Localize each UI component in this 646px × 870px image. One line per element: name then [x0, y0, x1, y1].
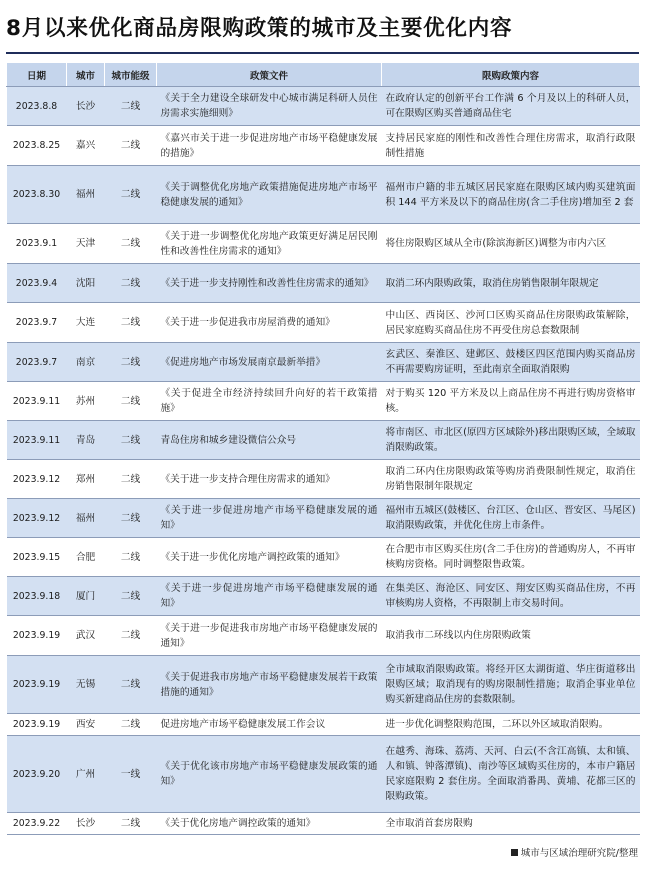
table-header-row — [7, 63, 640, 87]
cell-tier: 二线 — [105, 382, 157, 421]
cell-tier: 一线 — [105, 736, 157, 813]
table-row — [7, 264, 640, 303]
cell-city: 广州 — [67, 736, 105, 813]
cell-date: 2023.9.18 — [7, 577, 67, 616]
cell-policy-doc: 《关于优化该市房地产市场平稳健康发展政策的通知》 — [157, 736, 382, 813]
cell-policy-doc: 《关于进一步优化房地产调控政策的通知》 — [157, 538, 382, 577]
cell-city: 厦门 — [67, 577, 105, 616]
cell-policy-doc: 《关于进一步促进我市房屋消费的通知》 — [157, 303, 382, 343]
header-policy-content: 限购政策内容 — [382, 63, 640, 87]
page-title: 8月以来优化商品房限购政策的城市及主要优化内容 — [6, 16, 513, 41]
cell-policy-content: 取消我市二环线以内住房限购政策 — [382, 616, 640, 656]
cell-policy-doc: 《关于进一步促进房地产市场平稳健康发展的通知》 — [157, 499, 382, 538]
cell-tier: 二线 — [105, 499, 157, 538]
square-bullet-icon — [511, 849, 518, 856]
cell-policy-doc: 《嘉兴市关于进一步促进房地产市场平稳健康发展的措施》 — [157, 126, 382, 166]
cell-city: 苏州 — [67, 382, 105, 421]
cell-policy-content: 在政府认定的创新平台工作满 6 个月及以上的科研人员，可在限购区购买普通商品住宅 — [382, 87, 640, 126]
cell-policy-content: 将住房限购区域从全市(除滨海新区)调整为市内六区 — [382, 224, 640, 264]
cell-tier: 二线 — [105, 577, 157, 616]
cell-policy-content: 取消二环内限购政策，取消住房销售限制年限规定 — [382, 264, 640, 303]
header-policy-doc: 政策文件 — [157, 63, 382, 87]
table-row — [7, 616, 640, 656]
cell-date: 2023.9.11 — [7, 382, 67, 421]
table-row — [7, 499, 640, 538]
cell-date: 2023.9.12 — [7, 460, 67, 499]
cell-tier: 二线 — [105, 714, 157, 736]
cell-date: 2023.9.20 — [7, 736, 67, 813]
cell-tier: 二线 — [105, 656, 157, 714]
cell-policy-doc: 《关于进一步促进房地产市场平稳健康发展的通知》 — [157, 577, 382, 616]
cell-city: 青岛 — [67, 421, 105, 460]
cell-policy-doc: 《关于优化房地产调控政策的通知》 — [157, 813, 382, 835]
cell-date: 2023.9.12 — [7, 499, 67, 538]
table-row — [7, 224, 640, 264]
header-tier: 城市能级 — [105, 63, 157, 87]
cell-policy-content: 支持居民家庭的刚性和改善性合理住房需求，取消行政限制性措施 — [382, 126, 640, 166]
cell-city: 福州 — [67, 499, 105, 538]
cell-city: 福州 — [67, 166, 105, 224]
table-row — [7, 421, 640, 460]
title-divider — [6, 52, 639, 54]
source-credit-text: 城市与区域治理研究院/整理 — [520, 848, 638, 859]
cell-policy-doc: 《促进房地产市场发展南京最新举措》 — [157, 343, 382, 382]
cell-tier: 二线 — [105, 813, 157, 835]
cell-date: 2023.9.7 — [7, 303, 67, 343]
cell-date: 2023.9.19 — [7, 616, 67, 656]
cell-date: 2023.9.19 — [7, 656, 67, 714]
cell-policy-content: 进一步优化调整限购范围，二环以外区域取消限购。 — [382, 714, 640, 736]
table-row — [7, 460, 640, 499]
table-row — [7, 813, 640, 835]
cell-policy-doc: 《关于进一步支持刚性和改善性住房需求的通知》 — [157, 264, 382, 303]
cell-city: 南京 — [67, 343, 105, 382]
cell-city: 沈阳 — [67, 264, 105, 303]
cell-city: 合肥 — [67, 538, 105, 577]
cell-tier: 二线 — [105, 264, 157, 303]
table-row — [7, 166, 640, 224]
cell-city: 西安 — [67, 714, 105, 736]
table-row — [7, 714, 640, 736]
cell-date: 2023.9.11 — [7, 421, 67, 460]
policy-table — [6, 62, 640, 835]
cell-policy-content: 将市南区、市北区(原四方区域除外)移出限购区域，全域取消限购政策。 — [382, 421, 640, 460]
cell-tier: 二线 — [105, 166, 157, 224]
cell-city: 长沙 — [67, 87, 105, 126]
cell-tier: 二线 — [105, 616, 157, 656]
table-row — [7, 538, 640, 577]
cell-policy-content: 玄武区、秦淮区、建邺区、鼓楼区四区范围内购买商品房不再需要购房证明，至此南京全面取消限购 — [382, 343, 640, 382]
cell-policy-content: 对于购买 120 平方米及以上商品住房不再进行购房资格审核。 — [382, 382, 640, 421]
cell-policy-content: 在集美区、海沧区、同安区、翔安区购买商品住房，不再审核购房人资格，不再限制上市交易时间。 — [382, 577, 640, 616]
cell-tier: 二线 — [105, 421, 157, 460]
table-row — [7, 577, 640, 616]
cell-policy-doc: 青岛住房和城乡建设微信公众号 — [157, 421, 382, 460]
cell-policy-doc: 《关于调整优化房地产政策措施促进房地产市场平稳健康发展的通知》 — [157, 166, 382, 224]
cell-policy-content: 全市域取消限购政策。将经开区太湖街道、华庄街道移出限购区域；取消现有的购房限制性措施；取消企事业单位购买新建商品住房的套数限制。 — [382, 656, 640, 714]
cell-date: 2023.9.19 — [7, 714, 67, 736]
cell-tier: 二线 — [105, 343, 157, 382]
cell-policy-doc: 《关于进一步促进我市房地产市场平稳健康发展的通知》 — [157, 616, 382, 656]
header-city: 城市 — [67, 63, 105, 87]
cell-policy-content: 在越秀、海珠、荔湾、天河、白云(不含江高镇、太和镇、人和镇、钟落潭镇)、南沙等区域购买住房的，本市户籍居民家庭限购 2 套住房。全面取消番禺、黄埔、花都三区的限购政策。 — [382, 736, 640, 813]
cell-date: 2023.9.1 — [7, 224, 67, 264]
cell-policy-content: 中山区、西岗区、沙河口区购买商品住房限购政策解除，居民家庭购买商品住房不再受住房总套数限制 — [382, 303, 640, 343]
cell-tier: 二线 — [105, 460, 157, 499]
table-row — [7, 656, 640, 714]
cell-city: 郑州 — [67, 460, 105, 499]
cell-policy-doc: 促进房地产市场平稳健康发展工作会议 — [157, 714, 382, 736]
cell-policy-doc: 《关于进一步调整优化房地产政策更好满足居民刚性和改善性住房需求的通知》 — [157, 224, 382, 264]
cell-city: 长沙 — [67, 813, 105, 835]
table-row — [7, 303, 640, 343]
cell-tier: 二线 — [105, 224, 157, 264]
cell-date: 2023.9.15 — [7, 538, 67, 577]
header-date: 日期 — [7, 63, 67, 87]
source-credit — [511, 845, 638, 859]
cell-policy-content: 取消二环内住房限购政策等购房消费限制性规定，取消住房销售限制年限规定 — [382, 460, 640, 499]
table-row — [7, 736, 640, 813]
cell-policy-doc: 《关于全力建设全球研发中心城市满足科研人员住房需求实施细则》 — [157, 87, 382, 126]
cell-date: 2023.8.30 — [7, 166, 67, 224]
cell-policy-content: 在合肥市市区购买住房(含二手住房)的普通购房人，不再审核购房资格。同时调整限售政策。 — [382, 538, 640, 577]
cell-policy-doc: 《关于进一步支持合理住房需求的通知》 — [157, 460, 382, 499]
cell-date: 2023.9.4 — [7, 264, 67, 303]
cell-city: 武汉 — [67, 616, 105, 656]
cell-date: 2023.9.22 — [7, 813, 67, 835]
cell-policy-doc: 《关于促进全市经济持续回升向好的若干政策措施》 — [157, 382, 382, 421]
cell-date: 2023.8.8 — [7, 87, 67, 126]
table-row — [7, 126, 640, 166]
cell-date: 2023.8.25 — [7, 126, 67, 166]
cell-tier: 二线 — [105, 303, 157, 343]
cell-policy-content: 福州市户籍的非五城区居民家庭在限购区域内购买建筑面积 144 平方米及以下的商品住房(含二手住房)增加至 2 套 — [382, 166, 640, 224]
table-row — [7, 343, 640, 382]
cell-city: 无锡 — [67, 656, 105, 714]
cell-city: 大连 — [67, 303, 105, 343]
cell-date: 2023.9.7 — [7, 343, 67, 382]
table-row — [7, 382, 640, 421]
cell-city: 嘉兴 — [67, 126, 105, 166]
table-row — [7, 87, 640, 126]
cell-city: 天津 — [67, 224, 105, 264]
cell-policy-content: 福州市五城区(鼓楼区、台江区、仓山区、晋安区、马尾区)取消限购政策，并优化住房上市条件。 — [382, 499, 640, 538]
cell-tier: 二线 — [105, 87, 157, 126]
cell-tier: 二线 — [105, 538, 157, 577]
cell-tier: 二线 — [105, 126, 157, 166]
cell-policy-content: 全市取消首套房限购 — [382, 813, 640, 835]
cell-policy-doc: 《关于促进我市房地产市场平稳健康发展若干政策措施的通知》 — [157, 656, 382, 714]
